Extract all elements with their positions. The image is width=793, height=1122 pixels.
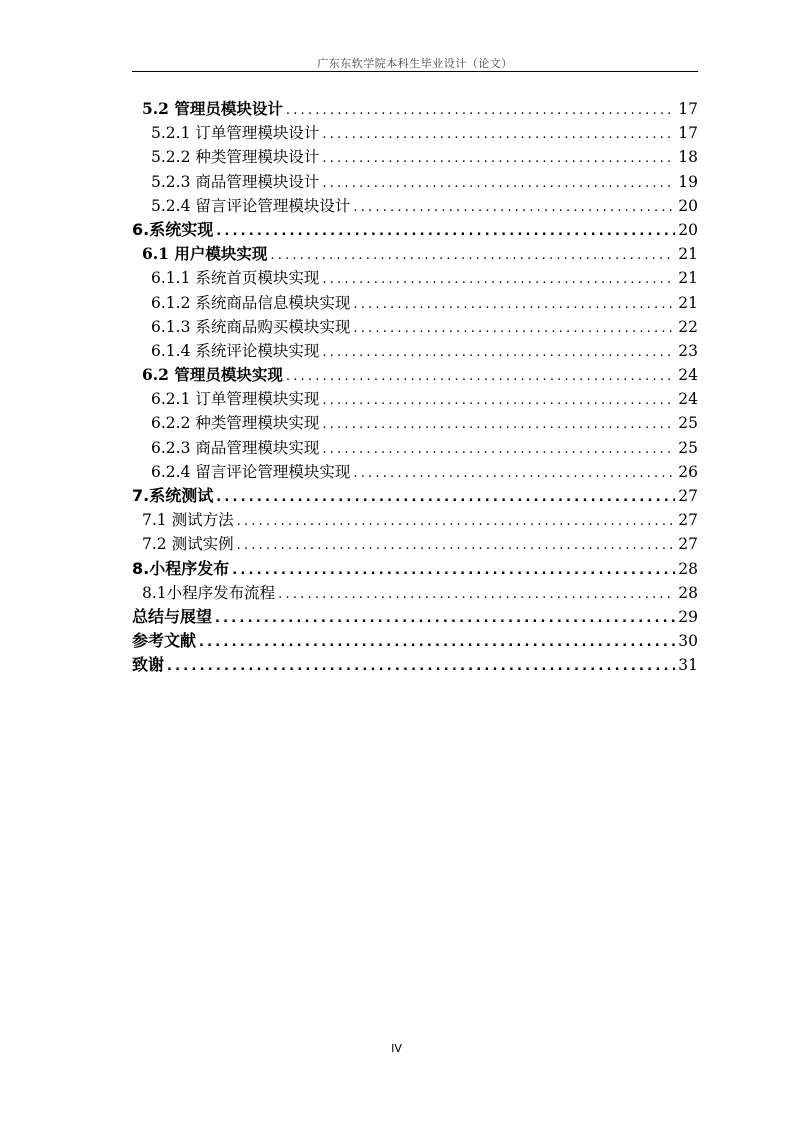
toc-entry-page: 26 (678, 462, 698, 481)
toc-entry[interactable] (132, 653, 698, 677)
toc-entry[interactable] (132, 411, 698, 435)
toc-entry-title: 6.1.1 系统首页模块实现 (151, 269, 320, 288)
toc-entry-page: 28 (678, 583, 698, 602)
toc-entry-title: 6.2.4 留言评论管理模块实现 (151, 462, 351, 481)
toc-entry-title: 6.1.4 系统评论模块实现 (151, 341, 320, 360)
header-rule (132, 71, 698, 72)
toc-entry-title: 5.2.2 种类管理模块设计 (151, 148, 320, 167)
toc-entry-page: 20 (678, 196, 698, 215)
toc-entry[interactable] (132, 145, 698, 169)
toc-entry-page: 28 (678, 559, 698, 578)
toc-entry[interactable] (132, 605, 698, 629)
toc-entry-title: 8.小程序发布 (132, 558, 230, 578)
toc-entry-page: 21 (678, 269, 698, 288)
toc-entry-page: 17 (678, 124, 698, 143)
dot-leader (322, 413, 675, 437)
dot-leader (353, 196, 675, 220)
toc-entry[interactable] (132, 581, 698, 605)
dot-leader (237, 510, 675, 534)
toc-entry-title: 7.系统测试 (132, 486, 214, 505)
toc-entry-title: 6.1.3 系统商品购买模块实现 (151, 317, 351, 336)
dot-leader (167, 655, 675, 679)
toc-entry-page: 21 (678, 293, 698, 312)
toc-entry-title: 总结与展望 (132, 606, 213, 626)
toc-entry-title: 6.2.2 种类管理模块实现 (151, 414, 320, 433)
toc-entry-title: 参考文献 (132, 631, 197, 651)
toc-entry-page: 30 (678, 632, 698, 651)
toc-entry[interactable] (132, 557, 698, 581)
toc-entry-page: 24 (678, 366, 698, 385)
dot-leader (322, 341, 675, 365)
toc-entry[interactable] (132, 170, 698, 194)
toc-entry-title: 6.1.2 系统商品信息模块实现 (151, 293, 351, 312)
page-number: IV (391, 1042, 402, 1055)
dot-leader (199, 631, 675, 655)
toc-entry[interactable] (132, 242, 698, 266)
toc-entry[interactable] (132, 291, 698, 315)
toc-entry-page: 23 (678, 341, 698, 360)
dot-leader (322, 389, 675, 413)
toc-entry-title: 7.1 测试方法 (142, 511, 234, 530)
toc-entry-page: 27 (678, 487, 698, 505)
dot-leader (286, 99, 675, 123)
toc-entry[interactable] (132, 508, 698, 532)
toc-entry-page: 18 (678, 148, 698, 167)
toc-entry-page: 27 (678, 511, 698, 530)
toc-entry[interactable] (132, 387, 698, 411)
dot-leader (278, 583, 675, 607)
toc-entry[interactable] (132, 315, 698, 339)
toc-entry-page: 25 (678, 414, 698, 433)
toc-entry[interactable] (132, 339, 698, 363)
toc-entry[interactable] (132, 218, 698, 242)
page-header: 广东东软学院本科生毕业设计（论文） (317, 57, 513, 70)
dot-leader (322, 438, 675, 462)
toc-entry-title: 7.2 测试实例 (142, 535, 234, 554)
dot-leader (322, 268, 675, 292)
toc-entry[interactable] (132, 629, 698, 653)
toc-entry-page: 21 (678, 245, 698, 264)
toc-entry[interactable] (132, 460, 698, 484)
toc-entry-page: 27 (678, 535, 698, 554)
toc-entry-title: 致谢 (132, 655, 165, 675)
toc-entry-page: 25 (678, 438, 698, 457)
table-of-contents (132, 97, 698, 678)
toc-entry-page: 20 (678, 220, 698, 239)
dot-leader (270, 244, 675, 268)
toc-entry[interactable] (132, 532, 698, 556)
toc-entry[interactable] (132, 121, 698, 145)
dot-leader (353, 317, 675, 341)
toc-entry[interactable] (132, 484, 698, 508)
toc-entry[interactable] (132, 97, 698, 121)
toc-entry-title: 6.系统实现 (132, 219, 214, 239)
dot-leader (232, 559, 675, 583)
toc-entry[interactable] (132, 266, 698, 290)
dot-leader (322, 123, 675, 147)
toc-entry-title: 5.2 管理员模块设计 (142, 99, 283, 118)
toc-entry-page: 24 (678, 390, 698, 409)
toc-entry-title: 6.2.1 订单管理模块实现 (151, 390, 320, 409)
toc-entry-page: 22 (678, 317, 698, 336)
toc-entry-title: 5.2.3 商品管理模块设计 (151, 172, 320, 191)
dot-leader (322, 147, 675, 171)
dot-leader (286, 365, 675, 389)
toc-entry-page: 29 (678, 607, 698, 626)
dot-leader (353, 462, 675, 486)
dot-leader (353, 293, 675, 317)
toc-entry-title: 6.2.3 商品管理模块实现 (151, 438, 320, 457)
dot-leader (215, 607, 675, 631)
toc-entry-page: 19 (678, 172, 698, 191)
toc-entry[interactable] (132, 194, 698, 218)
dot-leader (216, 220, 675, 244)
toc-entry-title: 8.1小程序发布流程 (142, 583, 276, 602)
toc-entry[interactable] (132, 363, 698, 387)
dot-leader (322, 172, 675, 196)
toc-entry-title: 5.2.1 订单管理模块设计 (151, 124, 320, 143)
toc-entry[interactable] (132, 436, 698, 460)
dot-leader (216, 486, 675, 510)
toc-entry-page: 17 (678, 100, 698, 118)
toc-entry-title: 5.2.4 留言评论管理模块设计 (151, 196, 351, 215)
toc-entry-page: 31 (678, 656, 698, 675)
toc-entry-title: 6.2 管理员模块实现 (142, 365, 283, 385)
toc-entry-title: 6.1 用户模块实现 (142, 244, 268, 264)
dot-leader (237, 534, 675, 558)
